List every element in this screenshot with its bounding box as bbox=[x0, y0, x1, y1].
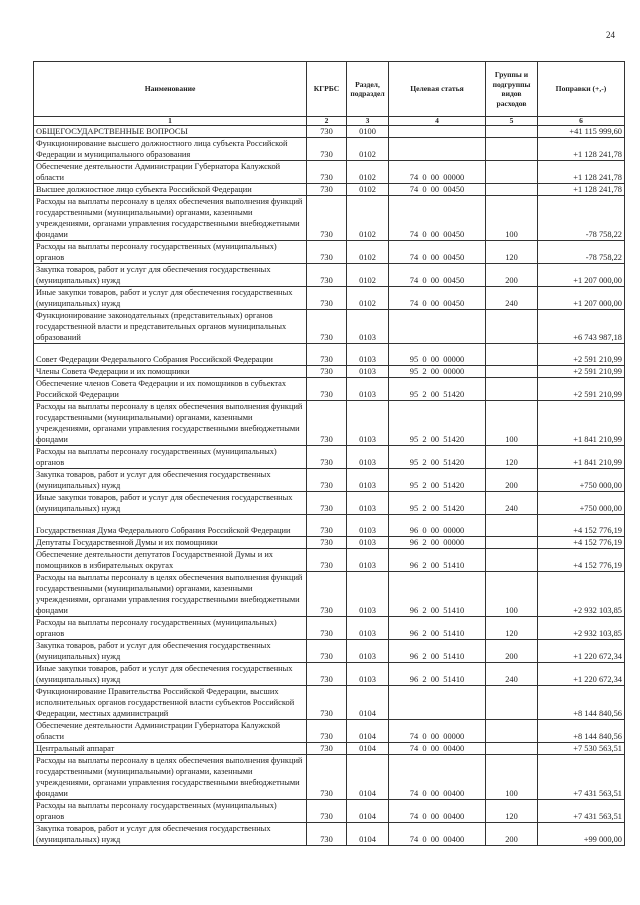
row-kgrbs: 730 bbox=[307, 161, 347, 184]
table-row bbox=[34, 469, 625, 492]
row-razdel: 0102 bbox=[347, 184, 389, 196]
row-expense-group: 200 bbox=[486, 264, 538, 287]
table-row bbox=[34, 344, 625, 366]
row-razdel: 0103 bbox=[347, 640, 389, 663]
row-kgrbs: 730 bbox=[307, 663, 347, 686]
row-kgrbs: 730 bbox=[307, 126, 347, 138]
row-kgrbs: 730 bbox=[307, 572, 347, 617]
row-amendment-amount: +1 207 000,00 bbox=[538, 264, 625, 287]
table-row bbox=[34, 241, 625, 264]
row-expense-group: 200 bbox=[486, 823, 538, 846]
row-kgrbs: 730 bbox=[307, 138, 347, 161]
row-name: Расходы на выплаты персоналу государственных (муниципальных) органов bbox=[34, 800, 307, 823]
row-razdel: 0102 bbox=[347, 287, 389, 310]
table-row bbox=[34, 515, 625, 537]
row-target-article: 74 0 00 00000 bbox=[389, 720, 486, 743]
row-target-article: 96 0 00 00000 bbox=[389, 515, 486, 537]
row-name: Функционирование законодательных (представительных) органов государственной власти и представительных органов муниципальных образований bbox=[34, 310, 307, 344]
table-row bbox=[34, 617, 625, 640]
row-target-article: 74 0 00 00450 bbox=[389, 196, 486, 241]
row-target-article: 95 2 00 51420 bbox=[389, 469, 486, 492]
row-target-article: 74 0 00 00400 bbox=[389, 743, 486, 755]
row-kgrbs: 730 bbox=[307, 755, 347, 800]
row-expense-group bbox=[486, 549, 538, 572]
column-number: 6 bbox=[538, 117, 625, 126]
row-razdel: 0104 bbox=[347, 720, 389, 743]
row-amendment-amount: +1 128 241,78 bbox=[538, 184, 625, 196]
table-row bbox=[34, 287, 625, 310]
row-expense-group bbox=[486, 515, 538, 537]
row-name: Расходы на выплаты персоналу в целях обеспечения выполнения функций государственными (муниципальными) органами, казенными учреждениями, органами управления государственными внебюджетными фондами bbox=[34, 572, 307, 617]
header-name: Наименование bbox=[34, 62, 307, 117]
row-target-article: 74 0 00 00400 bbox=[389, 755, 486, 800]
row-expense-group bbox=[486, 126, 538, 138]
table-row bbox=[34, 138, 625, 161]
row-expense-group bbox=[486, 161, 538, 184]
table-row bbox=[34, 743, 625, 755]
table-row bbox=[34, 663, 625, 686]
row-razdel: 0103 bbox=[347, 344, 389, 366]
row-expense-group: 120 bbox=[486, 446, 538, 469]
row-razdel: 0103 bbox=[347, 469, 389, 492]
row-target-article: 95 2 00 00000 bbox=[389, 366, 486, 378]
row-name: Иные закупки товаров, работ и услуг для обеспечения государственных (муниципальных) нужд bbox=[34, 287, 307, 310]
row-target-article bbox=[389, 686, 486, 720]
row-kgrbs: 730 bbox=[307, 549, 347, 572]
budget-amendments-table bbox=[33, 61, 625, 846]
row-expense-group bbox=[486, 686, 538, 720]
row-name: Государственная Дума Федерального Собрания Российской Федерации bbox=[34, 515, 307, 537]
row-name: Расходы на выплаты персоналу в целях обеспечения выполнения функций государственными (муниципальными) органами, казенными учреждениями, органами управления государственными внебюджетными фондами bbox=[34, 196, 307, 241]
table-row bbox=[34, 126, 625, 138]
row-name: Высшее должностное лицо субъекта Российской Федерации bbox=[34, 184, 307, 196]
table-row bbox=[34, 184, 625, 196]
row-name: Функционирование высшего должностного лица субъекта Российской Федерации и муниципального образования bbox=[34, 138, 307, 161]
header-expense-groups: Группы и подгруппы видов расходов bbox=[486, 62, 538, 117]
column-number-row bbox=[34, 117, 625, 126]
row-amendment-amount: +1 841 210,99 bbox=[538, 446, 625, 469]
row-expense-group bbox=[486, 310, 538, 344]
table-row bbox=[34, 755, 625, 800]
row-target-article: 96 2 00 51410 bbox=[389, 572, 486, 617]
row-expense-group: 120 bbox=[486, 617, 538, 640]
row-razdel: 0103 bbox=[347, 310, 389, 344]
row-expense-group: 100 bbox=[486, 196, 538, 241]
row-amendment-amount: +2 932 103,85 bbox=[538, 617, 625, 640]
row-razdel: 0103 bbox=[347, 378, 389, 401]
row-amendment-amount: +2 591 210,99 bbox=[538, 344, 625, 366]
row-amendment-amount: +1 128 241,78 bbox=[538, 161, 625, 184]
table-row bbox=[34, 686, 625, 720]
row-amendment-amount: +7 431 563,51 bbox=[538, 800, 625, 823]
row-name: Расходы на выплаты персоналу государственных (муниципальных) органов bbox=[34, 241, 307, 264]
page-number: 24 bbox=[606, 30, 615, 40]
column-number: 1 bbox=[34, 117, 307, 126]
row-name: Закупка товаров, работ и услуг для обеспечения государственных (муниципальных) нужд bbox=[34, 264, 307, 287]
row-target-article: 74 0 00 00400 bbox=[389, 800, 486, 823]
row-expense-group: 240 bbox=[486, 492, 538, 515]
row-name: Обеспечение деятельности Администрации Губернатора Калужской области bbox=[34, 161, 307, 184]
row-razdel: 0104 bbox=[347, 800, 389, 823]
row-amendment-amount: +4 152 776,19 bbox=[538, 537, 625, 549]
row-expense-group: 120 bbox=[486, 800, 538, 823]
row-razdel: 0103 bbox=[347, 446, 389, 469]
row-amendment-amount: +1 220 672,34 bbox=[538, 640, 625, 663]
row-kgrbs: 730 bbox=[307, 720, 347, 743]
row-kgrbs: 730 bbox=[307, 264, 347, 287]
row-amendment-amount: +6 743 987,18 bbox=[538, 310, 625, 344]
row-kgrbs: 730 bbox=[307, 401, 347, 446]
row-amendment-amount: +7 431 563,51 bbox=[538, 755, 625, 800]
row-target-article: 95 2 00 51420 bbox=[389, 378, 486, 401]
row-amendment-amount: -78 758,22 bbox=[538, 196, 625, 241]
row-target-article bbox=[389, 310, 486, 344]
row-expense-group: 200 bbox=[486, 640, 538, 663]
row-razdel: 0103 bbox=[347, 492, 389, 515]
row-target-article: 74 0 00 00450 bbox=[389, 184, 486, 196]
row-name: Функционирование Правительства Российской Федерации, высших исполнительных органов государственной власти субъектов Российской Федерации, местных администраций bbox=[34, 686, 307, 720]
row-razdel: 0103 bbox=[347, 401, 389, 446]
row-kgrbs: 730 bbox=[307, 287, 347, 310]
row-kgrbs: 730 bbox=[307, 184, 347, 196]
row-kgrbs: 730 bbox=[307, 366, 347, 378]
row-name: Расходы на выплаты персоналу в целях обеспечения выполнения функций государственными (муниципальными) органами, казенными учреждениями, органами управления государственными внебюджетными фондами bbox=[34, 401, 307, 446]
table-row bbox=[34, 537, 625, 549]
column-number: 4 bbox=[389, 117, 486, 126]
row-name: Обеспечение деятельности Администрации Губернатора Калужской области bbox=[34, 720, 307, 743]
row-amendment-amount: +750 000,00 bbox=[538, 492, 625, 515]
row-expense-group bbox=[486, 537, 538, 549]
row-target-article: 96 2 00 51410 bbox=[389, 640, 486, 663]
row-kgrbs: 730 bbox=[307, 310, 347, 344]
row-amendment-amount: +4 152 776,19 bbox=[538, 515, 625, 537]
table-row bbox=[34, 800, 625, 823]
table-row bbox=[34, 492, 625, 515]
row-kgrbs: 730 bbox=[307, 640, 347, 663]
row-name: Расходы на выплаты персоналу государственных (муниципальных) органов bbox=[34, 617, 307, 640]
row-target-article: 74 0 00 00450 bbox=[389, 241, 486, 264]
row-amendment-amount: +1 220 672,34 bbox=[538, 663, 625, 686]
row-expense-group bbox=[486, 378, 538, 401]
row-razdel: 0103 bbox=[347, 617, 389, 640]
row-kgrbs: 730 bbox=[307, 241, 347, 264]
row-target-article bbox=[389, 126, 486, 138]
row-name: Совет Федерации Федерального Собрания Российской Федерации bbox=[34, 344, 307, 366]
row-expense-group bbox=[486, 720, 538, 743]
row-amendment-amount: +2 591 210,99 bbox=[538, 378, 625, 401]
row-target-article: 96 2 00 00000 bbox=[389, 537, 486, 549]
row-amendment-amount: +2 591 210,99 bbox=[538, 366, 625, 378]
table-body bbox=[34, 126, 625, 846]
row-expense-group bbox=[486, 138, 538, 161]
table-header-row bbox=[34, 62, 625, 117]
row-kgrbs: 730 bbox=[307, 823, 347, 846]
table-row bbox=[34, 310, 625, 344]
table-row bbox=[34, 366, 625, 378]
row-razdel: 0102 bbox=[347, 241, 389, 264]
table-row bbox=[34, 401, 625, 446]
row-razdel: 0104 bbox=[347, 755, 389, 800]
row-name: Члены Совета Федерации и их помощники bbox=[34, 366, 307, 378]
header-amendments: Поправки (+,-) bbox=[538, 62, 625, 117]
row-razdel: 0103 bbox=[347, 663, 389, 686]
row-amendment-amount: +7 530 563,51 bbox=[538, 743, 625, 755]
row-razdel: 0104 bbox=[347, 823, 389, 846]
row-kgrbs: 730 bbox=[307, 617, 347, 640]
row-expense-group: 240 bbox=[486, 287, 538, 310]
row-razdel: 0102 bbox=[347, 196, 389, 241]
row-target-article: 96 2 00 51410 bbox=[389, 663, 486, 686]
row-expense-group: 100 bbox=[486, 755, 538, 800]
row-kgrbs: 730 bbox=[307, 537, 347, 549]
row-target-article: 74 0 00 00000 bbox=[389, 161, 486, 184]
table-row bbox=[34, 572, 625, 617]
row-amendment-amount: +1 207 000,00 bbox=[538, 287, 625, 310]
table-row bbox=[34, 720, 625, 743]
row-expense-group: 120 bbox=[486, 241, 538, 264]
row-name: Закупка товаров, работ и услуг для обеспечения государственных (муниципальных) нужд bbox=[34, 640, 307, 663]
row-name: Обеспечение членов Совета Федерации и их помощников в субъектах Российской Федерации bbox=[34, 378, 307, 401]
row-target-article: 95 2 00 51420 bbox=[389, 492, 486, 515]
row-name: Расходы на выплаты персоналу государственных (муниципальных) органов bbox=[34, 446, 307, 469]
column-number: 2 bbox=[307, 117, 347, 126]
row-amendment-amount: +4 152 776,19 bbox=[538, 549, 625, 572]
column-number: 5 bbox=[486, 117, 538, 126]
row-razdel: 0103 bbox=[347, 515, 389, 537]
row-expense-group: 100 bbox=[486, 401, 538, 446]
row-target-article bbox=[389, 138, 486, 161]
row-razdel: 0103 bbox=[347, 549, 389, 572]
row-target-article: 96 2 00 51410 bbox=[389, 549, 486, 572]
row-name: Иные закупки товаров, работ и услуг для обеспечения государственных (муниципальных) нужд bbox=[34, 663, 307, 686]
table-row bbox=[34, 823, 625, 846]
row-expense-group: 100 bbox=[486, 572, 538, 617]
row-kgrbs: 730 bbox=[307, 344, 347, 366]
column-number: 3 bbox=[347, 117, 389, 126]
row-target-article: 74 0 00 00450 bbox=[389, 264, 486, 287]
row-razdel: 0102 bbox=[347, 264, 389, 287]
row-name: Депутаты Государственной Думы и их помощники bbox=[34, 537, 307, 549]
row-name: Центральный аппарат bbox=[34, 743, 307, 755]
row-kgrbs: 730 bbox=[307, 469, 347, 492]
table-row bbox=[34, 549, 625, 572]
row-razdel: 0100 bbox=[347, 126, 389, 138]
row-razdel: 0103 bbox=[347, 537, 389, 549]
row-name: Иные закупки товаров, работ и услуг для обеспечения государственных (муниципальных) нужд bbox=[34, 492, 307, 515]
row-target-article: 95 0 00 00000 bbox=[389, 344, 486, 366]
row-razdel: 0103 bbox=[347, 572, 389, 617]
row-target-article: 74 0 00 00400 bbox=[389, 823, 486, 846]
row-kgrbs: 730 bbox=[307, 686, 347, 720]
row-expense-group bbox=[486, 743, 538, 755]
row-amendment-amount: +8 144 840,56 bbox=[538, 720, 625, 743]
row-razdel: 0104 bbox=[347, 743, 389, 755]
row-target-article: 95 2 00 51420 bbox=[389, 446, 486, 469]
row-kgrbs: 730 bbox=[307, 515, 347, 537]
row-amendment-amount: -78 758,22 bbox=[538, 241, 625, 264]
row-kgrbs: 730 bbox=[307, 196, 347, 241]
row-razdel: 0103 bbox=[347, 366, 389, 378]
row-expense-group bbox=[486, 344, 538, 366]
row-amendment-amount: +8 144 840,56 bbox=[538, 686, 625, 720]
table-row bbox=[34, 378, 625, 401]
row-expense-group: 200 bbox=[486, 469, 538, 492]
row-expense-group: 240 bbox=[486, 663, 538, 686]
row-razdel: 0104 bbox=[347, 686, 389, 720]
row-amendment-amount: +750 000,00 bbox=[538, 469, 625, 492]
header-razdel: Раздел, подраздел bbox=[347, 62, 389, 117]
row-kgrbs: 730 bbox=[307, 446, 347, 469]
row-kgrbs: 730 bbox=[307, 800, 347, 823]
row-name: Закупка товаров, работ и услуг для обеспечения государственных (муниципальных) нужд bbox=[34, 469, 307, 492]
row-amendment-amount: +1 128 241,78 bbox=[538, 138, 625, 161]
row-target-article: 95 2 00 51420 bbox=[389, 401, 486, 446]
row-name: Обеспечение деятельности депутатов Государственной Думы и их помощников в избирательных округах bbox=[34, 549, 307, 572]
row-amendment-amount: +41 115 999,60 bbox=[538, 126, 625, 138]
table-row bbox=[34, 446, 625, 469]
table-row bbox=[34, 264, 625, 287]
row-name: ОБЩЕГОСУДАРСТВЕННЫЕ ВОПРОСЫ bbox=[34, 126, 307, 138]
row-expense-group bbox=[486, 366, 538, 378]
row-amendment-amount: +99 000,00 bbox=[538, 823, 625, 846]
table-row bbox=[34, 640, 625, 663]
row-amendment-amount: +1 841 210,99 bbox=[538, 401, 625, 446]
row-amendment-amount: +2 932 103,85 bbox=[538, 572, 625, 617]
row-target-article: 96 2 00 51410 bbox=[389, 617, 486, 640]
row-kgrbs: 730 bbox=[307, 378, 347, 401]
row-target-article: 74 0 00 00450 bbox=[389, 287, 486, 310]
table-row bbox=[34, 196, 625, 241]
row-kgrbs: 730 bbox=[307, 492, 347, 515]
header-target-article: Целевая статья bbox=[389, 62, 486, 117]
row-razdel: 0102 bbox=[347, 161, 389, 184]
row-expense-group bbox=[486, 184, 538, 196]
header-kgrbs: КГРБС bbox=[307, 62, 347, 117]
row-name: Закупка товаров, работ и услуг для обеспечения государственных (муниципальных) нужд bbox=[34, 823, 307, 846]
row-razdel: 0102 bbox=[347, 138, 389, 161]
row-kgrbs: 730 bbox=[307, 743, 347, 755]
row-name: Расходы на выплаты персоналу в целях обеспечения выполнения функций государственными (муниципальными) органами, казенными учреждениями, органами управления государственными внебюджетными фондами bbox=[34, 755, 307, 800]
table-row bbox=[34, 161, 625, 184]
